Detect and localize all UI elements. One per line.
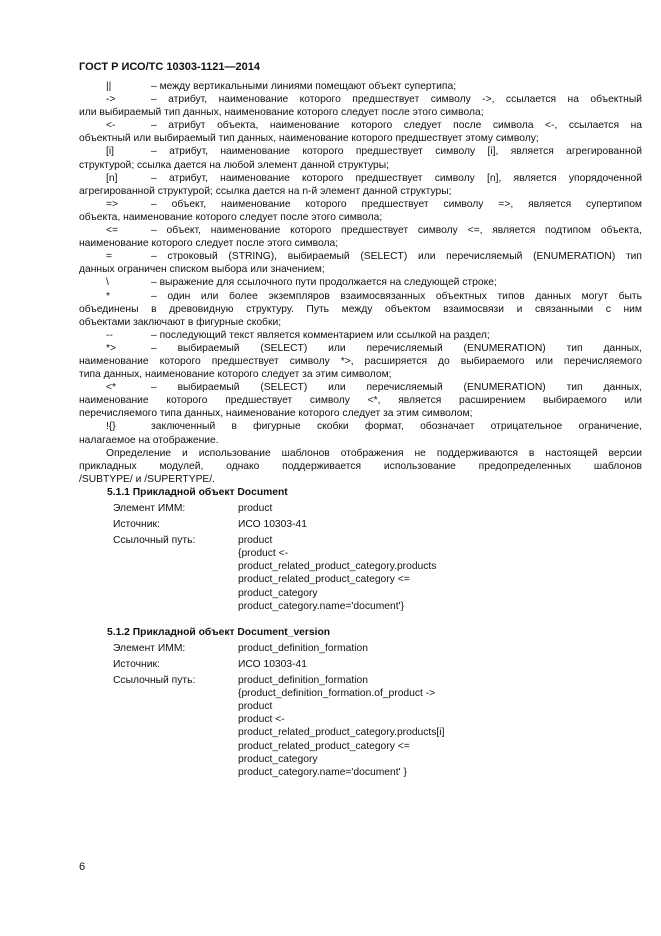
imm-element-row	[79, 642, 642, 655]
source-value: ИСО 10303-41	[238, 658, 307, 670]
definition-item	[79, 224, 642, 237]
source-row	[79, 518, 642, 531]
paragraph-line	[79, 460, 642, 473]
imm-element-value: product_definition_formation	[238, 642, 368, 654]
definition-text: – между вертикальными линиями помещают объект супертипа;	[151, 81, 457, 92]
definition-continuation	[79, 263, 642, 276]
definition-symbol: [i]	[106, 146, 115, 158]
definition-text: – объект, наименование которого предшествует символу =>, является супертипом	[151, 198, 642, 210]
document-header: ГОСТ Р ИСО/ТС 10303-1121—2014	[79, 61, 260, 73]
imm-element-label: Элемент ИММ:	[113, 503, 186, 514]
reference-path-label: Ссылочный путь:	[113, 675, 196, 687]
definition-item	[79, 290, 642, 303]
reference-path-line: product_related_product_category <=	[238, 574, 410, 586]
definition-text: наименование которого предшествует символу *>, расширяется до выбираемого или перечисляемого	[79, 355, 642, 367]
definition-item	[79, 80, 642, 93]
reference-path-line: product_category	[238, 587, 318, 599]
definition-symbol: <=	[106, 225, 119, 237]
reference-path-row	[79, 674, 642, 687]
paragraph-line	[79, 473, 642, 486]
section-title: 5.1.1 Прикладной объект Document	[107, 486, 288, 498]
definition-symbol: [n]	[106, 172, 118, 184]
definition-text: перечисляемого типа данных, наименование которого следует за этим символом;	[79, 408, 473, 420]
definition-text: объектами заключают в фигурные скобки;	[79, 316, 282, 328]
definition-symbol: \	[106, 277, 109, 289]
imm-element-label: Элемент ИММ:	[113, 642, 186, 654]
definition-item	[79, 250, 642, 263]
definition-text: объектный или выбираемый тип данных, наименование которого предшествует этому символу;	[79, 133, 539, 145]
definition-text: наименование которого предшествует символу <*, является расширением выбираемого или	[79, 395, 642, 407]
definition-item	[79, 93, 642, 106]
definition-symbol: =>	[106, 198, 119, 210]
reference-path-line: product_definition_formation	[238, 675, 368, 687]
definition-continuation	[79, 106, 642, 119]
definition-item	[79, 329, 642, 342]
definition-continuation	[79, 303, 642, 316]
source-value: ИСО 10303-41	[238, 519, 307, 531]
section-title: 5.1.2 Прикладной объект Document_version	[107, 626, 331, 638]
definition-text: – выбираемый (SELECT) или перечисляемый (ENUMERATION) тип данных,	[151, 382, 642, 394]
definition-item	[79, 342, 642, 355]
definition-text: объекта, наименование которого следует после этого символа;	[79, 211, 383, 223]
definition-continuation	[79, 237, 642, 250]
paragraph-text: Определение и использование шаблонов отображения не поддерживаются в настоящей версии	[106, 447, 642, 459]
definition-text: или выбираемый тип данных, наименование которого следует после этого символа;	[79, 107, 484, 119]
definition-continuation	[79, 316, 642, 329]
definition-item	[79, 198, 642, 211]
paragraph-text: прикладных модулей, однако поддерживается использование предопределенных шаблонов	[79, 460, 642, 472]
definition-text: налагаемое на отображение.	[79, 434, 219, 446]
source-label: Источник:	[113, 519, 160, 531]
definition-text: – атрибут объекта, наименование которого следует после символа <-, ссылается на	[151, 120, 642, 132]
definition-text: – атрибут, наименование которого предшествует символу ->, ссылается на объектный	[151, 94, 642, 106]
definition-text: – один или более экземпляров взаимосвязанных объектных типов данных могут быть	[151, 290, 642, 302]
definition-text: типа данных, наименование которого следует за этим символом;	[79, 369, 392, 381]
definition-continuation	[79, 407, 642, 420]
definition-text: заключенный в фигурные скобки формат, обозначает отрицательное ограничение,	[151, 421, 642, 433]
definition-continuation	[79, 355, 642, 368]
definition-text: – объект, наименование которого предшествует символу <=, является подтипом объекта,	[151, 225, 642, 237]
definition-text: – выбираемый (SELECT) или перечисляемый (ENUMERATION) тип данных,	[151, 342, 642, 354]
definition-continuation	[79, 211, 642, 224]
document-body	[79, 80, 642, 779]
definition-text: – атрибут, наименование которого предшествует символу [n], является упорядоченной	[151, 172, 642, 184]
reference-path-line: product	[238, 701, 273, 713]
definition-item	[79, 172, 642, 185]
definition-item	[79, 119, 642, 132]
definition-item	[79, 381, 642, 394]
definition-item	[79, 145, 642, 158]
imm-element-row	[79, 502, 642, 515]
reference-path-line: product_category.name='document'}	[238, 600, 405, 612]
definition-item	[79, 420, 642, 433]
definition-text: – выражение для ссылочного пути продолжается на следующей строке;	[151, 277, 497, 289]
definition-symbol: !{}	[106, 421, 116, 433]
reference-path-line: {product_definition_formation.of_product ->	[238, 688, 436, 700]
reference-path-line: product_category	[238, 753, 318, 765]
source-row	[79, 658, 642, 671]
definition-symbol: =	[106, 251, 113, 263]
definition-text: – атрибут, наименование которого предшествует символу [i], является агрегированной	[151, 146, 642, 158]
definition-text: структурой; ссылка дается на любой элемент данной структуры;	[79, 159, 389, 171]
paragraph-text: /SUBTYPE/ и /SUPERTYPE/.	[79, 473, 216, 485]
source-label: Источник:	[113, 658, 160, 670]
reference-path-line: product_category.name='document' }	[238, 766, 407, 778]
definition-symbol: *>	[106, 342, 117, 354]
definition-text: – последующий текст является комментарием или ссылкой на раздел;	[151, 329, 490, 341]
reference-path-line: {product <-	[238, 548, 289, 560]
definition-continuation	[79, 132, 642, 145]
definition-symbol: ->	[106, 94, 116, 106]
reference-path-row	[79, 534, 642, 547]
definition-symbol: <-	[106, 120, 116, 132]
page-number: 6	[79, 861, 86, 873]
definition-text: агрегированной структурой; ссылка дается на n-й элемент данной структуры;	[79, 185, 452, 197]
definition-symbol: *	[106, 290, 111, 302]
definition-symbol: --	[106, 329, 113, 341]
definition-text: наименование которого следует после этого символа;	[79, 238, 339, 250]
reference-path-line: product <-	[238, 714, 285, 726]
reference-path-line: product	[238, 535, 273, 547]
definition-continuation	[79, 368, 642, 381]
imm-element-value: product	[238, 503, 273, 514]
definition-continuation	[79, 394, 642, 407]
paragraph-line	[79, 447, 642, 460]
definition-continuation	[79, 434, 642, 447]
definition-symbol: <*	[106, 382, 117, 394]
reference-path-label: Ссылочный путь:	[113, 535, 196, 547]
reference-path-line: product_related_product_category.products[i]	[238, 727, 445, 739]
definition-text: данных ограничен списком выбора или значением;	[79, 264, 325, 276]
definition-text: – строковый (STRING), выбираемый (SELECT) или перечисляемый (ENUMERATION) тип	[151, 251, 642, 263]
reference-path-line: product_related_product_category <=	[238, 740, 410, 752]
reference-path-line: product_related_product_category.products	[238, 561, 437, 573]
definition-continuation	[79, 159, 642, 172]
definition-item	[79, 276, 642, 289]
definition-continuation	[79, 185, 642, 198]
definition-text: объединены в древовидную структуру. Путь между объектом взаимосвязи и связанными с ним	[79, 303, 642, 315]
definition-symbol: ||	[106, 81, 112, 92]
